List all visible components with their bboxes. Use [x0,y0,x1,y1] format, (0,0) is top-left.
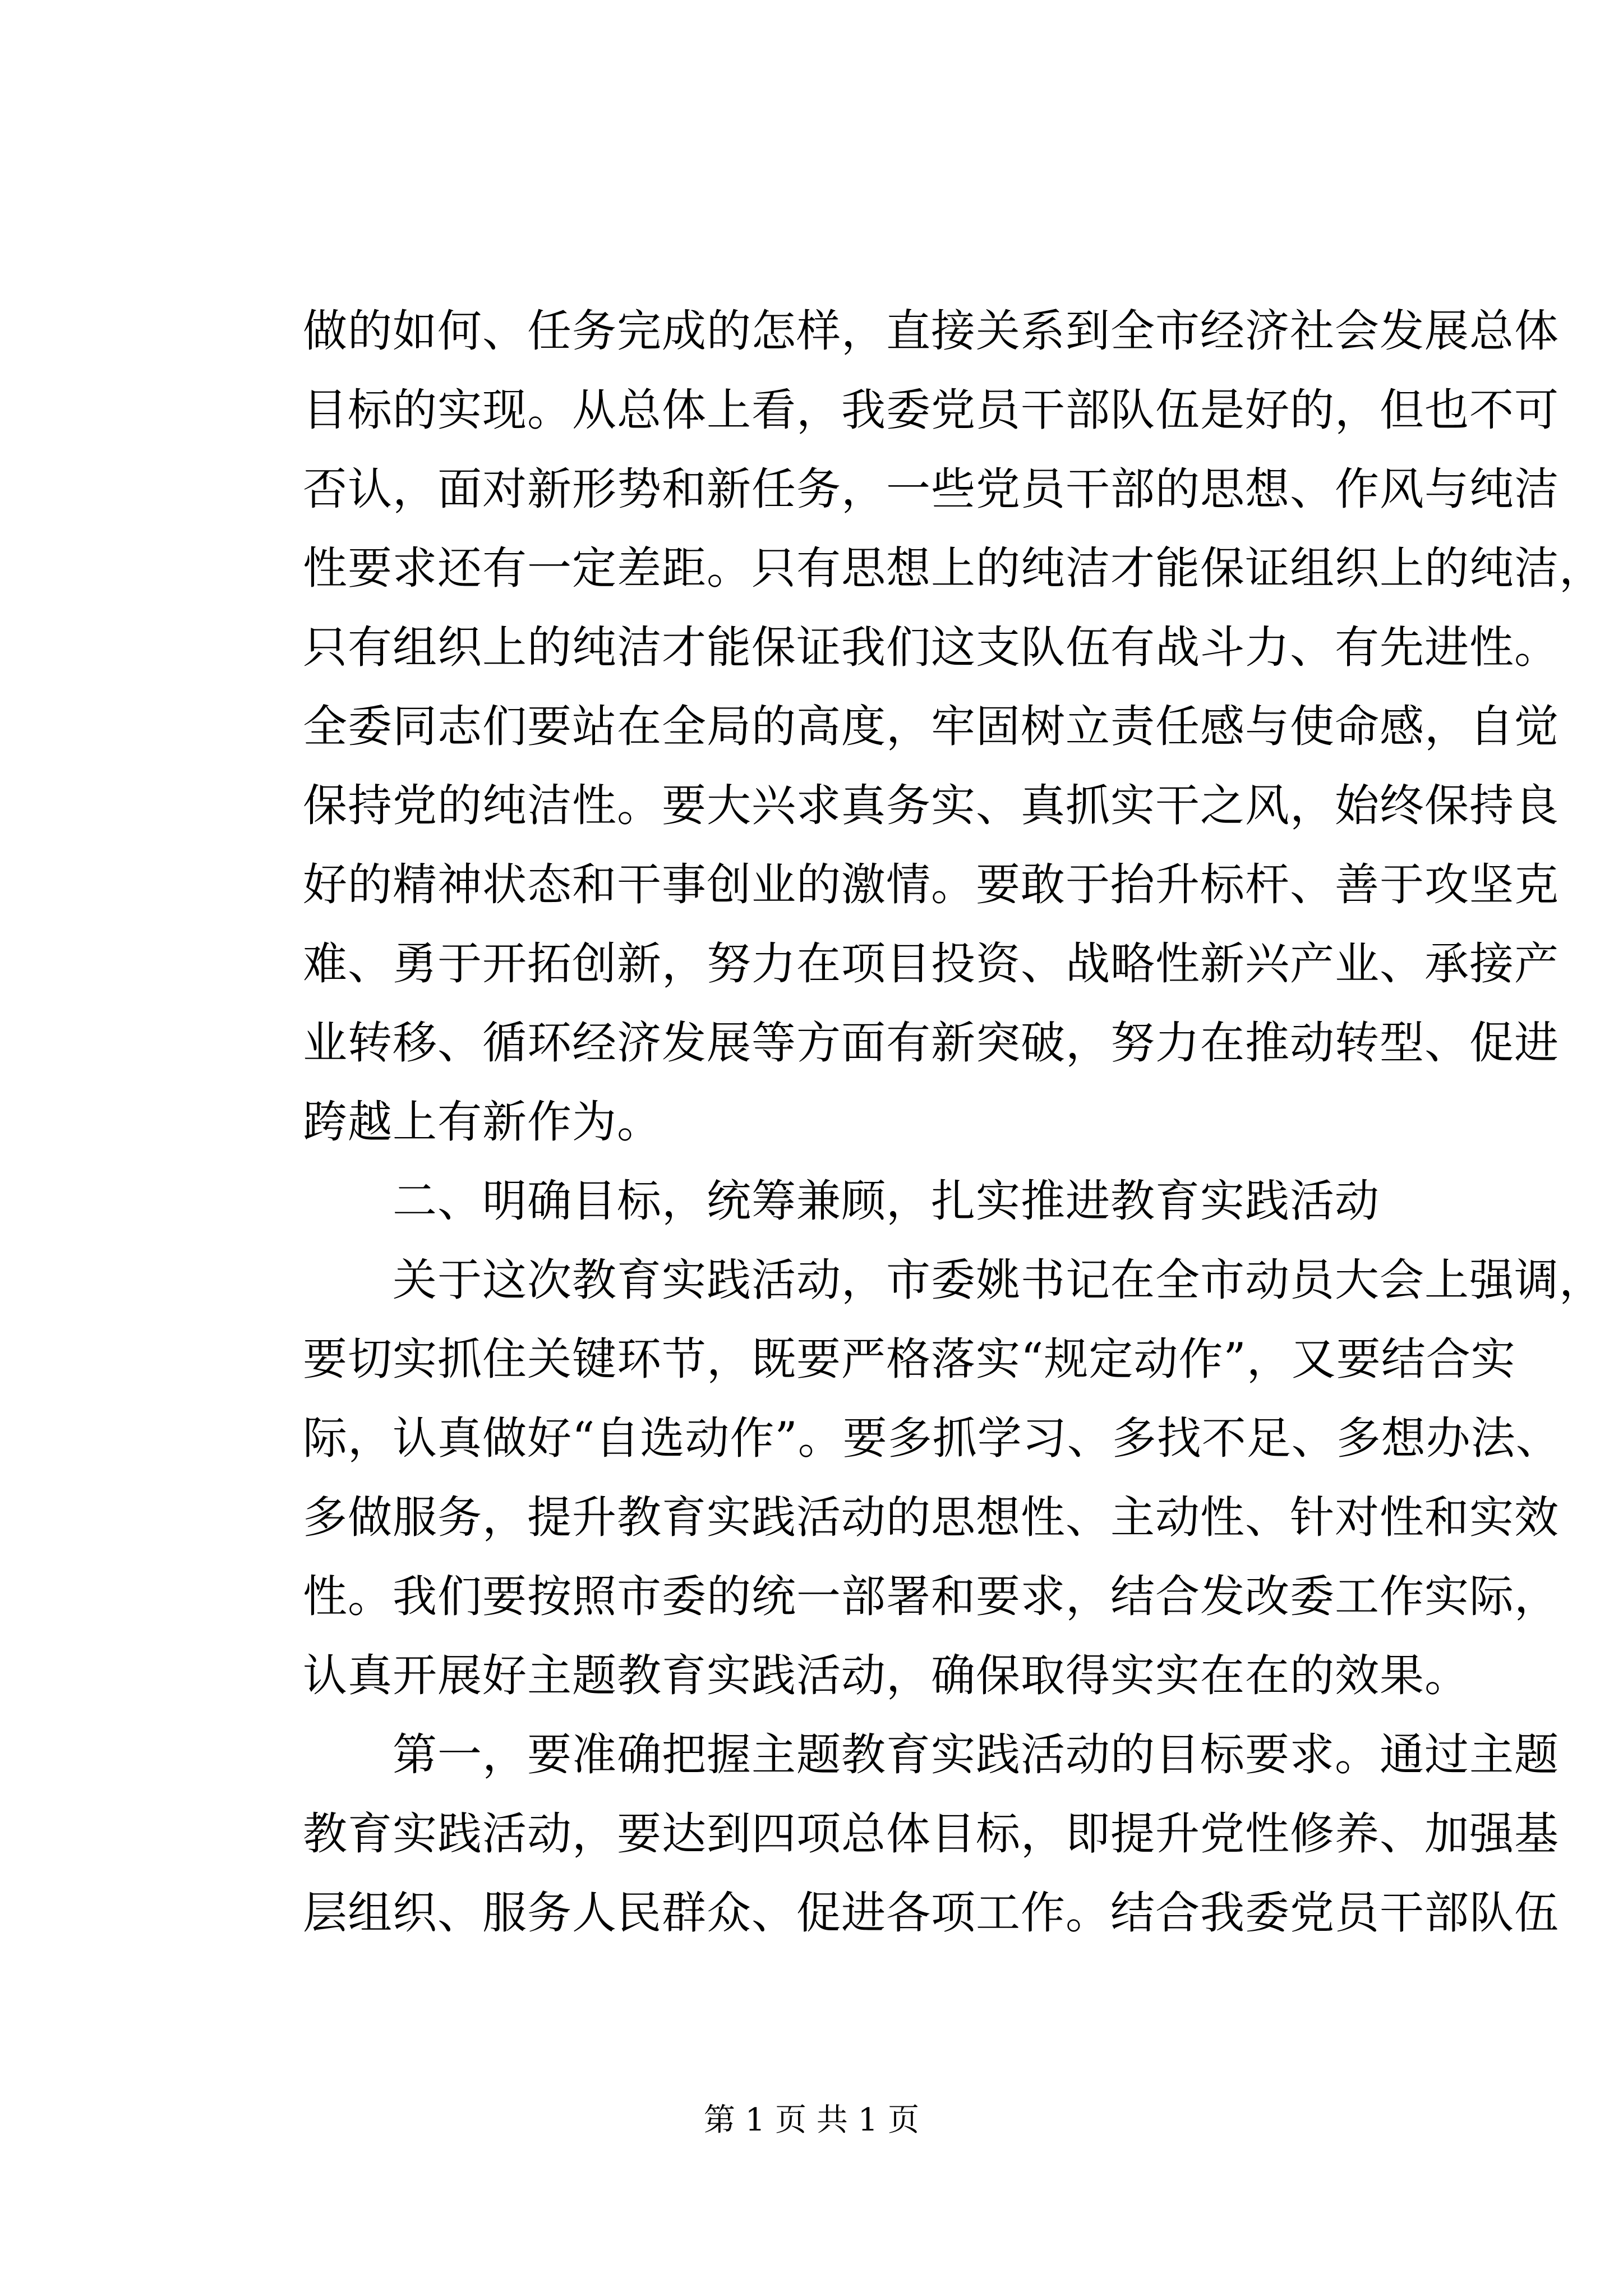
section-heading [303,1162,1419,1241]
page-footer [0,2101,1623,2140]
paragraph-first-point [303,1715,1559,1953]
text-line: 多做服务，提升教育实践活动的思想性、主动性、针对性和实效 [303,1492,1559,1543]
text-line: 只有组织上的纯洁才能保证我们这支队伍有战斗力、有先进性。 [303,622,1559,673]
section-heading-text: 二、明确目标，统筹兼顾，扎实推进教育实践活动 [393,1175,1380,1227]
text-line: 难、勇于开拓创新，努力在项目投资、战略性新兴产业、承接产 [303,938,1559,990]
text-line: 否认，面对新形势和新任务，一些党员干部的思想、作风与纯洁 [303,463,1559,515]
text-line: 全委同志们要站在全局的高度，牢固树立责任感与使命感，自觉 [303,701,1559,752]
text-line: 认真开展好主题教育实践活动，确保取得实实在在的效果。 [303,1650,1469,1701]
page-number: 第 1 页 共 1 页 [703,2102,920,2138]
text-line: 目标的实现。从总体上看，我委党员干部队伍是好的，但也不可 [303,384,1559,436]
paragraph-activity [303,1241,1604,1715]
text-line: 保持党的纯洁性。要大兴求真务实、真抓实干之风，始终保持良 [303,780,1559,831]
text-line: 做的如何、任务完成的怎样，直接关系到全市经济社会发展总体 [303,305,1559,357]
document-body [303,292,1604,1953]
text-line: 要切实抓住关键环节，既要严格落实“规定动作”，又要结合实 [303,1333,1516,1385]
text-line: 际，认真做好“自选动作”。要多抓学习、多找不足、多想办法、 [303,1412,1561,1464]
paragraph-continuation [303,292,1604,1162]
text-line: 第一，要准确把握主题教育实践活动的目标要求。通过主题 [393,1729,1559,1780]
text-line: 跨越上有新作为。 [303,1096,662,1148]
text-line: 业转移、循环经济发展等方面有新突破，努力在推动转型、促进 [303,1017,1559,1069]
text-line: 教育实践活动，要达到四项总体目标，即提升党性修养、加强基 [303,1808,1559,1860]
text-line: 层组织、服务人民群众、促进各项工作。结合我委党员干部队伍 [303,1887,1559,1939]
text-line: 性。我们要按照市委的统一部署和要求，结合发改委工作实际， [303,1571,1559,1622]
text-line: 性要求还有一定差距。只有思想上的纯洁才能保证组织上的纯洁， [303,542,1604,594]
text-line: 好的精神状态和干事创业的激情。要敢于抬升标杆、善于攻坚克 [303,859,1559,910]
text-line: 关于这次教育实践活动，市委姚书记在全市动员大会上强调， [393,1254,1604,1306]
